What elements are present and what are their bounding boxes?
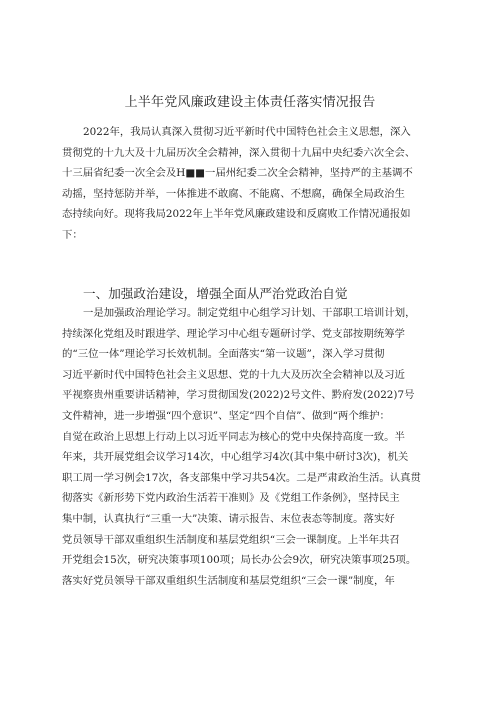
paragraph-line: 职工周一学习例会17次，各支部集中学习共54次。二是严肃政治生活。认真贯 [62,471,421,484]
paragraph-line: 开党组会15次，研究决策事项100项；局长办公会9次，研究决策事项25项。 [62,554,417,567]
paragraph-line: 平视察贵州重要讲话精神，学习贯彻国发(2022)2号文件、黔府发(2022)7号 [62,389,415,402]
paragraph-line: 2022年，我局认真深入贯彻习近平新时代中国特色社会主义思想，深入 [83,126,411,138]
paragraph-line: 动摇，坚持惩防并举，一体推进不敢腐、不能腐、不想腐，确保全局政治生 [62,187,405,200]
body-paragraph [62,303,462,591]
paragraph-line: 落实好党员领导干部双重组织生活制度和基层党组织“三会一课”制度，年 [62,574,395,587]
paragraph-line: 十三届省纪委一次全会及H■■一届州纪委二次全会精神，坚持严的主基调不 [62,167,413,180]
paragraph-line: 集中制，认真执行“三重一大”决策、请示报告、末位表态等制度。落实好 [62,512,395,525]
paragraph-line: 贯彻党的十九大及十九届历次全会精神，深入贯彻十九届中央纪委六次全会、 [62,146,416,159]
paragraph-line: 彻落实《新形势下党内政治生活若干准则》及《党组工作条例》，坚持民主 [62,492,400,505]
paragraph-line: 年来，共开展党组会议学习14次，中心组学习4次(其中集中研讨3次)，机关 [62,451,409,464]
paragraph-line: 下： [62,228,83,241]
paragraph-line: 持续深化党组及时跟进学、理论学习中心组专题研讨学、党支部按期统筹学 [62,327,405,340]
paragraph-line: 一是加强政治理论学习。制定党组中心组学习计划、干部职工培训计划， [83,307,416,319]
intro-paragraph [62,122,462,246]
document-title: 上半年党风廉政建设主体责任落实情况报告 [124,95,376,110]
paragraph-line: 党员领导干部双重组织生活制度和基层党组织“三会一课制度。上半年共召 [62,533,400,546]
paragraph-line: 的“三位一体”理论学习长效机制。全面落实“第一议题”，深入学习贯彻 [62,348,385,361]
paragraph-line: 态持续向好。现将我局2022年上半年党风廉政建设和反腐败工作情况通报如 [62,208,411,221]
section-heading: 一、加强政治建设，增强全面从严治党政治自觉 [83,286,348,301]
paragraph-line: 自觉在政治上思想上行动上以习近平同志为核心的党中央保持高度一致。半 [62,430,405,443]
paragraph-line: 文件精神，进一步增强“四个意识”、坚定“四个自信”、做到“两个维护： [62,409,390,422]
paragraph-line: 习近平新时代中国特色社会主义思想、党的十九大及历次全会精神以及习近 [62,368,405,381]
